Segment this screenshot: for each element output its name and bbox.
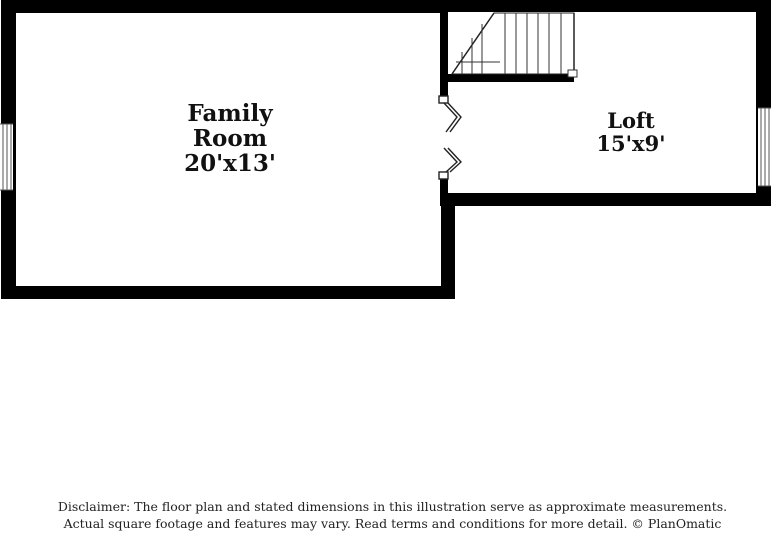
room-label-loft xyxy=(566,110,696,155)
room-name-line2: Room xyxy=(192,124,268,152)
loft-bottom-wall xyxy=(440,193,771,206)
family-room-right-wall-lower xyxy=(441,193,455,299)
room-dimensions: 15'x9' xyxy=(596,130,666,156)
door-swing-icon xyxy=(439,96,461,179)
window-icon xyxy=(0,124,13,190)
disclaimer xyxy=(20,498,765,532)
disclaimer-line-1: Disclaimer: The floor plan and stated dimensions in this illustration serve as approximate measurements. xyxy=(57,499,728,514)
window-icon xyxy=(758,108,771,186)
family-room-bottom-wall xyxy=(1,286,455,299)
room-dimensions: 20'x13' xyxy=(184,149,276,177)
loft-top-wall xyxy=(440,0,771,12)
staircase-icon xyxy=(440,13,577,82)
room-label-family-room xyxy=(150,102,310,176)
disclaimer-line-2: Actual square footage and features may vary. Read terms and conditions for more detail. © PlanOmatic xyxy=(63,516,722,531)
room-name: Loft xyxy=(607,108,655,133)
room-name-line1: Family xyxy=(187,100,273,127)
divider-wall-upper xyxy=(440,0,448,97)
family-room-top-wall xyxy=(1,0,447,13)
